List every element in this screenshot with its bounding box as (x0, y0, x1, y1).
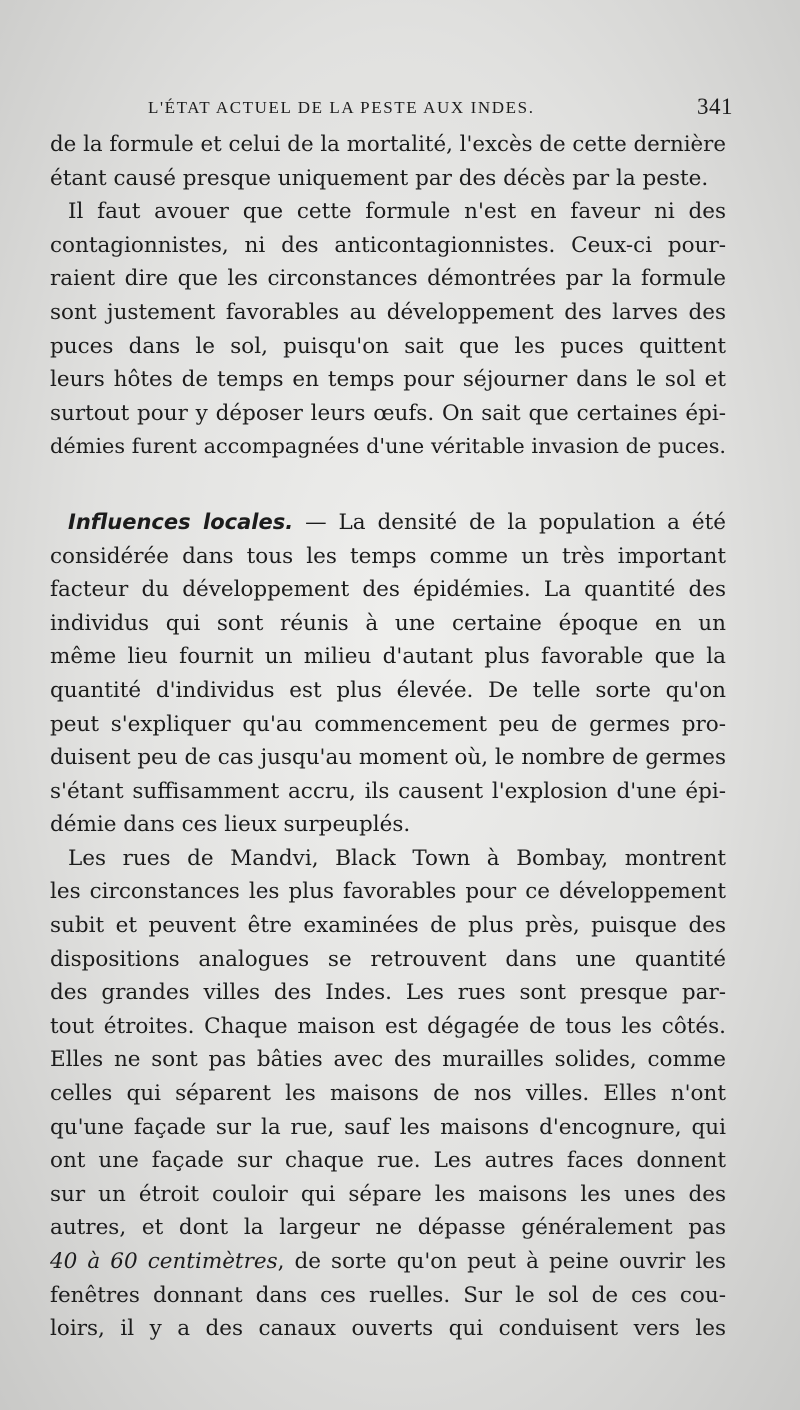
text-line: Les rues de Mandvi, Black Town à Bombay, montrent (68, 845, 726, 871)
body-text (50, 128, 726, 1346)
text-line: facteur du développement des épidémies. La quantité des (50, 577, 726, 603)
text-line: s'étant suffisamment accru, ils causent l'explosion d'une épi- (50, 778, 726, 804)
paragraph-gap (50, 464, 726, 506)
text-line: individus qui sont réunis à une certaine époque en un (50, 610, 726, 636)
text-line: démies furent accompagnées d'une véritable invasion de puces. (50, 434, 726, 459)
text-line: ont une façade sur chaque rue. Les autres faces donnent (50, 1148, 726, 1174)
text-line: celles qui séparent les maisons de nos villes. Elles n'ont (50, 1081, 726, 1107)
text-line: de la formule et celui de la mortalité, l'excès de cette dernière (50, 132, 726, 157)
text-line: les circonstances les plus favorables pour ce développement (50, 879, 726, 905)
text-line: sont justement favorables au développement des larves des (50, 299, 726, 325)
text-line: Elles ne sont pas bâties avec des murailles solides, comme (50, 1047, 726, 1073)
text-line: contagionnistes, ni des anticontagionnistes. Ceux-ci pour- (50, 232, 726, 258)
text-line: tout étroites. Chaque maison est dégagée de tous les côtés. (50, 1013, 726, 1039)
text-line: démie dans ces lieux surpeuplés. (50, 812, 411, 838)
text-line: étant causé presque uniquement par des décès par la peste. (50, 165, 709, 191)
text-line: qu'une façade sur la rue, sauf les maisons d'encognure, qui (50, 1114, 726, 1140)
text-line: leurs hôtes de temps en temps pour séjourner dans le sol et (50, 367, 726, 393)
section-heading: Influences locales. (68, 509, 294, 534)
heading-line-text: — La densité de la population a été (293, 509, 726, 535)
page-number: 341 (697, 94, 733, 119)
running-head (148, 94, 733, 124)
text-line (50, 506, 726, 540)
text-line: surtout pour y déposer leurs œufs. On sait que certaines épi- (50, 400, 726, 426)
text-line: puces dans le sol, puisqu'on sait que les puces quittent (50, 333, 726, 359)
text-line: autres, et dont la largeur ne dépasse généralement pas (50, 1215, 726, 1241)
text-line: subit et peuvent être examinées de plus près, puisque des (50, 913, 726, 939)
text-line: duisent peu de cas jusqu'au moment où, le nombre de germes (50, 745, 727, 771)
text-line: peut s'expliquer qu'au commencement peu de germes pro- (50, 711, 726, 737)
text-line: quantité d'individus est plus élevée. De telle sorte qu'on (50, 677, 726, 703)
text-line: loirs, il y a des canaux ouverts qui conduisent vers les (50, 1316, 726, 1342)
text-line: dispositions analogues se retrouvent dans une quantité (50, 946, 726, 972)
text-line: même lieu fournit un milieu d'autant plus favorable que la (50, 644, 726, 670)
text-line: considérée dans tous les temps comme un très important (50, 543, 726, 569)
italic-line-text: , de sorte qu'on peut à peine ouvrir les (277, 1249, 726, 1274)
text-line: raient dire que les circonstances démontrées par la formule (50, 266, 726, 292)
running-title: L'ÉTAT ACTUEL DE LA PESTE AUX INDES. (148, 98, 535, 117)
text-line: fenêtres donnant dans ces ruelles. Sur le sol de ces cou- (50, 1282, 726, 1308)
text-line: sur un étroit couloir qui sépare les maisons les unes des (50, 1181, 726, 1207)
text-line (50, 1245, 726, 1279)
text-line: des grandes villes des Indes. Les rues sont presque par- (50, 980, 726, 1006)
text-line: Il faut avouer que cette formule n'est en faveur ni des (68, 199, 726, 225)
italic-measure: 40 à 60 centimètres (50, 1249, 278, 1274)
